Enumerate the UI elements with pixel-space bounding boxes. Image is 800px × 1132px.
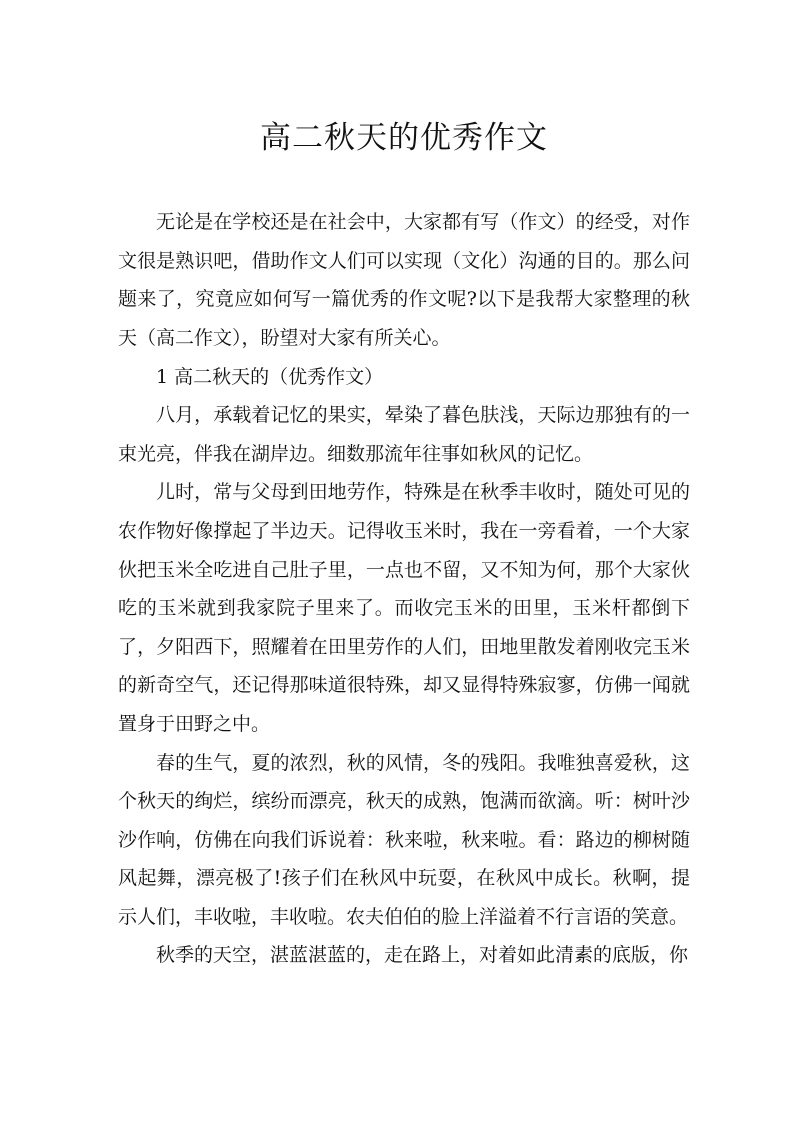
body-paragraph: 春的生气，夏的浓烈，秋的风情，冬的残阳。我唯独喜爱秋，这个秋天的绚烂，缤纷而漂亮，秋天的成熟，饱满而欲滴。听：树叶沙沙作响，仿佛在向我们诉说着：秋来啦，秋来啦。看：路边的柳树随风起舞，漂亮极了!孩子们在秋风中玩耍，在秋风中成长。秋啊，提示人们，丰收啦，丰收啦。农夫伯伯的脸上洋溢着不行言语的笑意。 [118, 751, 690, 928]
body-paragraph: 儿时，常与父母到田地劳作，特殊是在秋季丰收时，随处可见的农作物好像撑起了半边天。记得收玉米时，我在一旁看着，一个大家伙把玉米全吃进自己肚子里，一点也不留，又不知为何，那个大家伙吃的玉米就到我家院子里来了。而收完玉米的田里，玉米杆都倒下了，夕阳西下，照耀着在田里劳作的人们，田地里散发着刚收完玉米的新奇空气，还记得那味道很特殊，却又显得特殊寂寥，仿佛一闻就置身于田野之中。 [118, 481, 690, 735]
body-paragraph: 秋季的天空，湛蓝湛蓝的，走在路上，对着如此清素的底版，你 [156, 944, 689, 967]
intro-paragraph: 无论是在学校还是在社会中，大家都有写（作文）的经受，对作文很是熟识吧，借助作文人们可以实现（文化）沟通的目的。那么问题来了，究竟应如何写一篇优秀的作文呢?以下是我帮大家整理的秋天（高二作文），盼望对大家有所关心。 [118, 211, 690, 349]
body-paragraph: 八月，承载着记忆的果实，晕染了暮色肤浅，天际边那独有的一束光亮，伴我在湖岸边。细数那流年往事如秋风的记忆。 [118, 404, 690, 465]
document-body [118, 203, 690, 975]
section-heading: 1 高二秋天的（优秀作文） [156, 365, 384, 388]
document-title: 高二秋天的优秀作文 [260, 120, 548, 156]
